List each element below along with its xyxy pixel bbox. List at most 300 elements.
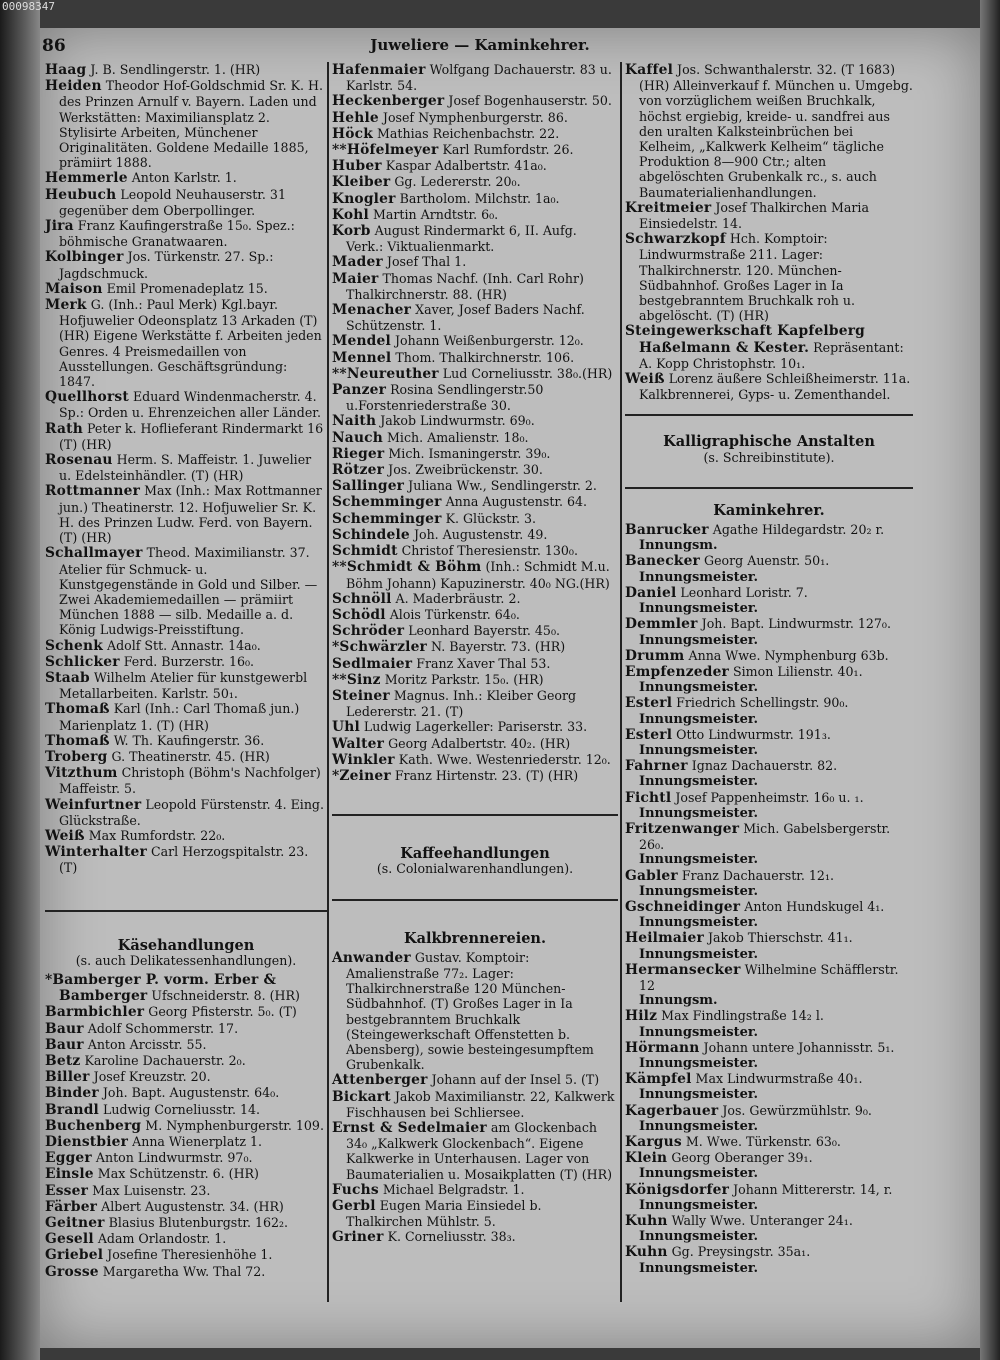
section-title-kalligraphie: Kalligraphische Anstalten [663, 433, 875, 451]
entry-details: Kaspar Adalbertstr. 41a₀. [385, 158, 547, 174]
entry-name: Schröder [332, 623, 405, 640]
entry-details: Jakob Lindwurmstr. 69₀. [380, 413, 535, 429]
entry-name: Staab [45, 669, 90, 686]
directory-entry [45, 828, 327, 844]
entry-details: Hch. Komptoir: Lindwurmstraße 211. Lager: Thalkirchnerstr. 120. München-Südbahnhof. Großes Lager in Ia bestgebranntem Bruchkalk roh u. abgelöscht. (T) (HR) [639, 231, 856, 324]
entry-details: Gg. Preysingstr. 35a₁. [671, 1244, 811, 1260]
innung-label: Innungsmeister. [639, 774, 759, 790]
directory-entry [332, 350, 618, 366]
directory-entry [332, 656, 618, 672]
entry-details: Christof Theresienstr. 130₀. [401, 543, 578, 559]
directory-entry [332, 382, 618, 413]
entry-name: Daniel [625, 584, 677, 601]
entry-name: Heubuch [45, 186, 117, 203]
entry-name: Winkler [332, 751, 395, 768]
book-binding [0, 0, 40, 1360]
directory-entry [625, 868, 913, 884]
entry-name: Gerbl [332, 1198, 376, 1214]
entry-details: Lorenz äußere Schleißheimerstr. 11a. Kalkbrennerei, Gyps- u. Zementhandel. [639, 371, 911, 403]
entry-details: M. Nymphenburgerstr. 109. [145, 1117, 324, 1133]
entry-name: Fahrner [625, 758, 688, 775]
entry-details: Leopold Neuhauserstr. 31 gegenüber dem Oberpollinger. [59, 186, 286, 218]
entry-details: Leonhard Loristr. 7. [680, 584, 808, 600]
entry-name: Binder [45, 1085, 99, 1102]
directory-entry [45, 1118, 327, 1134]
entry-name: *Bamberger P. vorm. Erber & Bamberger [45, 971, 277, 1005]
directory-entry [332, 1120, 618, 1182]
entry-name: Esser [45, 1182, 89, 1199]
entry-name: Gschneidinger [625, 898, 741, 915]
entry-name: Schnöll [332, 590, 392, 607]
entry-details: Jos. Gewürzmühlstr. 9₀. [722, 1102, 872, 1118]
directory-entry [332, 950, 618, 1073]
directory-entry [332, 1198, 618, 1229]
directory-entry [625, 1182, 913, 1198]
entry-name: Rieger [332, 445, 385, 462]
entry-details: Otto Lindwurmstr. 191₃. [676, 726, 831, 742]
directory-entry [45, 1021, 327, 1037]
entry-details: Theodor Hof-Goldschmid Sr. K. H. des Prinzen Arnulf v. Bayern. Laden und Werkstätten: Maximiliansplatz 2. Stylisirte Arbeiten, Münchener Originalitäten. Goldene Medaille 1885, prämiirt 1888. [59, 78, 324, 171]
directory-entry [625, 727, 913, 743]
innung-label: Innungsmeister. [639, 601, 759, 617]
section-divider [625, 414, 913, 416]
entry-details: Jakob Maximilianstr. 22, Kalkwerk Fischhausen bei Schliersee. [346, 1088, 615, 1120]
entry-name: Nauch [332, 429, 384, 446]
entry-name: Schlicker [45, 653, 120, 670]
entry-name: Griebel [45, 1247, 104, 1264]
entry-name: Demmler [625, 616, 698, 633]
entry-details: Adolf Schommerstr. 17. [87, 1020, 239, 1036]
entry-name: *Schwärzler [332, 639, 428, 656]
directory-entry [332, 366, 618, 382]
directory-entry [45, 1247, 327, 1263]
entry-name: Attenberger [332, 1072, 428, 1089]
entry-list-kaminkehrer [625, 522, 913, 1276]
directory-entry [332, 142, 618, 158]
entry-details: Jakob Thierschstr. 41₁. [707, 930, 853, 946]
entry-details: Anna Wienerplatz 1. [132, 1134, 263, 1149]
entry-name: Kargus [625, 1134, 682, 1150]
entry-name: Schenk [45, 637, 103, 654]
entry-details: Anton Arcisstr. 55. [87, 1036, 207, 1052]
innung-label: Innungsmeister. [639, 915, 759, 931]
directory-entry [45, 1166, 327, 1182]
innung-label: Innungsmeister. [639, 569, 759, 585]
entry-name: Gabler [625, 867, 678, 884]
entry-details: Joh. Bapt. Augustenstr. 64₀. [102, 1085, 280, 1101]
entry-name: Kleiber [332, 174, 391, 191]
entry-details: M. Wwe. Türkenstr. 63₀. [685, 1134, 841, 1149]
entry-name: Empfenzeder [625, 663, 730, 680]
entry-details: Max Luisenstr. 23. [92, 1182, 211, 1198]
column-1 [45, 62, 327, 1280]
directory-entry [45, 1069, 327, 1085]
entry-details: am Glockenbach 34₀ „Kalkwerk Glockenbach“. Eigene Kalkwerke in Unterhausen. Lager von Baumaterialien u. Mosaikplatten (T) (HR) [346, 1119, 613, 1182]
directory-entry [332, 126, 618, 142]
directory-entry [332, 446, 618, 462]
directory-entry [332, 62, 618, 93]
entry-details: Adam Orlandostr. 1. [97, 1231, 227, 1247]
entry-details: Eduard Windenmacherstr. 4. Sp.: Orden u. Ehrenzeichen aller Länder. [59, 389, 321, 421]
entry-name: Fuchs [332, 1181, 379, 1198]
entry-name: **Sinz [332, 671, 381, 688]
entry-list-kalkbrennereien [332, 950, 618, 1246]
innung-label: Innungsmeister. [639, 1166, 759, 1182]
entry-name: Steiner [332, 687, 390, 704]
entry-details: Rosina Sendlingerstr.50 u.Forstenriederstraße 30. [346, 382, 544, 414]
innung-label: Innungsmeister. [639, 742, 759, 758]
entry-name: Biller [45, 1069, 90, 1086]
entry-name: Schallmayer [45, 545, 143, 562]
innung-label: Innungsmeister. [639, 632, 759, 648]
directory-entry [332, 511, 618, 527]
section-title-kaminkehrer: Kaminkehrer. [713, 501, 825, 519]
directory-entry [332, 591, 618, 607]
entry-name: Troberg [45, 748, 108, 765]
directory-entry [625, 616, 913, 632]
entry-name: Heckenberger [332, 93, 445, 110]
directory-entry [625, 664, 913, 680]
directory-entry [332, 110, 618, 126]
entry-details: Joh. Augustenstr. 49. [413, 526, 548, 542]
directory-entry [625, 1071, 913, 1087]
entry-details: Karoline Dachauerstr. 2₀. [84, 1052, 246, 1068]
directory-entry [332, 623, 618, 639]
entry-name: Griner [332, 1229, 384, 1246]
entry-details: A. Maderbräustr. 2. [395, 590, 521, 606]
entry-details: Anton Karlstr. 1. [131, 170, 237, 186]
entry-name: Fritzenwanger [625, 820, 740, 837]
directory-entry [332, 223, 618, 254]
entry-details: Xaver, Josef Baders Nachf. Schützenstr. 1. [346, 302, 585, 334]
entry-name: Bickart [332, 1088, 391, 1105]
entry-name: Fichtl [625, 789, 672, 806]
directory-entry [332, 1089, 618, 1120]
entry-details: Moritz Parkstr. 15₀. (HR) [384, 671, 544, 687]
entry-details: K. Corneliusstr. 38₃. [387, 1229, 516, 1245]
scan-stamp: 00098347 [2, 0, 55, 13]
entry-details: Friedrich Schellingstr. 90₀. [676, 695, 849, 711]
entry-name: Klein [625, 1150, 668, 1167]
entry-details: Georg Pfisterstr. 5₀. (T) [148, 1004, 297, 1020]
directory-entry [625, 1103, 913, 1119]
entry-details: Emil Promenadeplatz 15. [106, 280, 268, 296]
directory-entry [45, 187, 327, 218]
entry-details: Margaretha Ww. Thal 72. [102, 1263, 266, 1279]
entry-details: Johann untere Johannisstr. 5₁. [703, 1039, 895, 1055]
entry-name: Schmidt [332, 543, 398, 560]
directory-entry [332, 719, 618, 735]
directory-entry [625, 930, 913, 946]
innung-label: Innungsmeister. [639, 852, 759, 868]
entry-name: **Neureuther [332, 365, 439, 382]
entry-name: **Höfelmeyer [332, 142, 439, 159]
entry-name: Maier [332, 270, 379, 287]
entry-details: Jos. Türkenstr. 27. Sp.: Jagdschmuck. [59, 249, 274, 281]
entry-name: Winterhalter [45, 844, 147, 861]
directory-entry [45, 389, 327, 420]
directory-entry [625, 899, 913, 915]
entry-name: Huber [332, 158, 382, 175]
entry-list-juweliere-cont [332, 62, 618, 784]
entry-details: Juliana Ww., Sendlingerstr. 2. [408, 478, 597, 494]
directory-entry [332, 639, 618, 655]
entry-details: Magnus. Inh.: Kleiber Georg Ledererstr. 21. (T) [346, 687, 577, 720]
page-header: Juweliere — Kaminkehrer. [370, 36, 590, 54]
entry-name: Walter [332, 735, 385, 752]
entry-details: Agathe Hildegardstr. 20₂ r. [712, 522, 885, 538]
directory-entry [625, 648, 913, 664]
entry-name: **Schmidt & Böhm [332, 559, 482, 576]
directory-entry [45, 733, 327, 749]
innung-label: Innungsm. [639, 993, 718, 1009]
entry-name: Färber [45, 1198, 98, 1215]
entry-details: Josefine Theresienhöhe 1. [107, 1247, 273, 1263]
entry-name: Ernst & Sedelmaier [332, 1119, 487, 1136]
directory-entry [625, 231, 913, 323]
innung-label: Innungsmeister. [639, 1024, 759, 1040]
directory-entry [332, 752, 618, 768]
entry-details: Michael Belgradstr. 1. [382, 1181, 525, 1197]
directory-entry [332, 736, 618, 752]
entry-details: Anton Hundskugel 4₁. [744, 898, 885, 914]
entry-name: Kolbinger [45, 249, 124, 266]
entry-details: Franz Xaver Thal 53. [416, 655, 551, 671]
entry-name: Hafenmaier [332, 62, 426, 78]
entry-name: Thomaß [45, 732, 110, 749]
entry-name: Haag [45, 62, 87, 78]
innung-label: Innungsm. [639, 538, 718, 554]
directory-entry [45, 670, 327, 701]
innung-label: Innungsmeister. [639, 883, 759, 899]
entry-name: Kämpfel [625, 1071, 692, 1088]
directory-entry [332, 93, 618, 109]
entry-name: Kagerbauer [625, 1102, 719, 1119]
entry-details: Karl Rumfordstr. 26. [442, 142, 574, 158]
directory-entry [332, 672, 618, 688]
entry-name: Grosse [45, 1263, 99, 1280]
entry-details: Leopold Fürstenstr. 4. Eing. Glückstraße. [59, 796, 325, 828]
entry-name: Buchenberg [45, 1117, 142, 1134]
directory-entry [45, 1199, 327, 1215]
entry-name: Geitner [45, 1215, 105, 1232]
directory-entry [332, 688, 618, 719]
entry-details: Ferd. Burzerstr. 16₀. [123, 653, 255, 669]
directory-entry [625, 1244, 913, 1260]
entry-name: Heilmaier [625, 930, 704, 947]
entry-name: Kreitmeier [625, 199, 712, 216]
entry-name: Weinfurtner [45, 796, 142, 813]
entry-details: Adolf Stt. Annastr. 14a₀. [106, 637, 261, 653]
directory-entry [45, 1264, 327, 1280]
entry-details: Ludwig Corneliusstr. 14. [103, 1101, 261, 1117]
directory-entry [45, 844, 327, 875]
directory-entry [332, 527, 618, 543]
entry-details: Josef Bogenhauserstr. 50. [448, 93, 612, 109]
entry-name: Heiden [45, 78, 102, 95]
directory-entry [45, 421, 327, 452]
directory-entry [332, 158, 618, 174]
directory-entry [45, 1215, 327, 1231]
entry-name: Dienstbier [45, 1134, 129, 1150]
entry-details: (Inh.: Schmidt M.u. Böhm Johann) Kapuzinerstr. 40₀ NG.(HR) [346, 559, 610, 591]
directory-entry [332, 478, 618, 494]
entry-name: Menacher [332, 302, 412, 319]
directory-entry [625, 323, 913, 371]
directory-entry [332, 462, 618, 478]
directory-entry [45, 62, 327, 78]
entry-name: Kohl [332, 206, 369, 223]
entry-name: Merk [45, 297, 87, 314]
directory-entry [332, 1072, 618, 1088]
entry-name: Höck [332, 125, 373, 142]
entry-name: Hemmerle [45, 170, 128, 187]
directory-entry [45, 1085, 327, 1101]
entry-name: Weiß [625, 371, 665, 388]
entry-details: Wolfgang Dachauerstr. 83 u. Karlstr. 54. [346, 62, 612, 94]
entry-name: Vitzthum [45, 765, 118, 782]
entry-name: Kaffel [625, 62, 674, 78]
entry-name: Königsdorfer [625, 1181, 730, 1198]
entry-details: Max Lindwurmstraße 40₁. [695, 1071, 863, 1087]
directory-entry [625, 1008, 913, 1024]
entry-name: Einsle [45, 1166, 94, 1183]
entry-details: K. Glückstr. 3. [445, 510, 537, 526]
entry-name: Mendel [332, 333, 391, 350]
directory-entry [45, 1150, 327, 1166]
entry-details: Max Rumfordstr. 22₀. [88, 827, 226, 843]
section-title-kalkbrennereien: Kalkbrennereien. [403, 929, 547, 947]
section-note-kalligraphie: (s. Schreibinstitute). [703, 449, 835, 465]
entry-name: Knogler [332, 190, 396, 207]
innung-label: Innungsmeister. [639, 680, 759, 696]
entry-name: Quellhorst [45, 389, 129, 406]
directory-entry [45, 1231, 327, 1247]
directory-entry [332, 430, 618, 446]
entry-details: Max (Inh.: Max Rottmanner jun.) Theatinerstr. 12. Hofjuwelier Sr. K. H. des Prinzen Ludw. Ferd. von Bayern. (T) (HR) [59, 483, 322, 546]
entry-details: Martin Arndtstr. 6₀. [372, 206, 499, 222]
innung-label: Innungsmeister. [639, 711, 759, 727]
entry-name: Steingewerkschaft Kapfelberg Haßelmann & Kester. [625, 323, 866, 356]
entry-details: Franz Kaufingerstraße 15₀. Spez.: böhmische Granatwaaren. [59, 218, 295, 250]
entry-name: Hermansecker [625, 961, 741, 978]
entry-details: Herm. S. Maffeistr. 1. Juwelier u. Edelsteinhändler. (T) (HR) [59, 452, 312, 484]
directory-entry [332, 768, 618, 784]
entry-details: Anna Wwe. Nymphenburg 63b. [688, 647, 889, 663]
directory-entry [45, 1183, 327, 1199]
entry-name: Banecker [625, 553, 701, 570]
directory-entry [45, 654, 327, 670]
directory-entry [625, 790, 913, 806]
entry-details: Johann Weißenburgerstr. 12₀. [394, 333, 584, 349]
entry-name: Baur [45, 1020, 84, 1037]
entry-details: Georg Adalbertstr. 40₂. (HR) [388, 735, 571, 751]
entry-details: Ignaz Dachauerstr. 82. [691, 758, 838, 774]
entry-details: Josef Nymphenburgerstr. 86. [382, 109, 568, 125]
entry-name: Sedlmaier [332, 655, 413, 672]
entry-name: Hehle [332, 109, 379, 126]
directory-entry [332, 207, 618, 223]
entry-details: Max Schützenstr. 6. (HR) [97, 1166, 259, 1182]
entry-name: Hilz [625, 1008, 658, 1025]
entry-details: Franz Dachauerstr. 12₁. [681, 867, 834, 883]
entry-details: Alois Türkenstr. 64₀. [389, 606, 520, 622]
entry-name: Thomaß [45, 701, 110, 718]
entry-details: Wilhelm Atelier für kunstgewerbl Metallarbeiten. Karlstr. 50₁. [59, 669, 308, 702]
directory-entry [45, 1102, 327, 1118]
entry-details: Max Findlingstraße 14₂ l. [661, 1008, 824, 1024]
directory-entry [332, 174, 618, 190]
entry-details: Thomas Nachf. (Inh. Carl Rohr) Thalkirchnerstr. 88. (HR) [346, 270, 584, 302]
entry-name: Kuhn [625, 1213, 668, 1230]
directory-entry [45, 765, 327, 796]
entry-name: Baur [45, 1036, 84, 1053]
directory-entry [625, 585, 913, 601]
entry-details: Josef Pappenheimstr. 16₀ u. ₁. [675, 789, 864, 805]
entry-name: Sallinger [332, 478, 405, 495]
section-note-kaese: (s. auch Delikatessenhandlungen). [75, 952, 297, 968]
entry-details: Anton Lindwurmstr. 97₀. [95, 1150, 253, 1166]
entry-details: Franz Hirtenstr. 23. (T) (HR) [394, 767, 579, 783]
innung-label: Innungsmeister. [639, 805, 759, 821]
entry-list-kalk-cont [625, 62, 913, 402]
entry-details: Josef Thalkirchen Maria Einsiedelstr. 14. [639, 199, 869, 232]
directory-entry [625, 821, 913, 852]
directory-entry [45, 1037, 327, 1053]
entry-name: Naith [332, 413, 377, 430]
section-note-kaffee: (s. Colonialwarenhandlungen). [376, 861, 574, 877]
section-divider [625, 487, 913, 489]
directory-entry [332, 494, 618, 510]
entry-name: Schindele [332, 526, 410, 543]
directory-entry [45, 1053, 327, 1069]
entry-details: Lud Corneliusstr. 38₀.(HR) [442, 365, 613, 381]
directory-entry [45, 249, 327, 280]
section-divider [45, 910, 327, 912]
directory-entry [332, 607, 618, 623]
entry-details: Johann auf der Insel 5. (T) [431, 1072, 600, 1088]
entry-name: Egger [45, 1150, 92, 1167]
entry-details: Jos. Schwanthalerstr. 32. (T 1683) (HR) Alleinverkauf f. München u. Umgebg. von vorzüglichem weißen Bruchkalk, höchst ergiebig, kreide- u. sandfrei aus den uralten Kalksteinbrüchen bei Kelheim, „Kalkwerk Kelheim“ tägliche Produktion 8—900 Ctr.; alten abgelöschten Grubenkalk rc., s. auch Baumaterialienhandlungen. [639, 62, 913, 200]
entry-details: Theod. Maximilianstr. 37. Atelier für Schmuck- u. Kunstgegenstände in Gold und Silber. — Zwei Akademiemedaillen — prämiirt München 1888 — silb. Medaille a. d. König Ludwigs-Preisstiftung. [59, 545, 318, 638]
directory-entry [625, 1213, 913, 1229]
entry-details: Christoph (Böhm's Nachfolger) Maffeistr. 5. [59, 765, 321, 797]
entry-name: Mennel [332, 349, 392, 366]
entry-name: Esterl [625, 726, 673, 743]
entry-name: Hörmann [625, 1039, 700, 1056]
innung-label: Innungsmeister. [639, 1197, 759, 1213]
directory-entry [625, 1040, 913, 1056]
entry-details: Leonhard Bayerstr. 45₀. [408, 623, 560, 639]
entry-details: Josef Thal 1. [386, 254, 467, 270]
innung-label: Innungsmeister. [639, 1118, 759, 1134]
directory-entry [45, 638, 327, 654]
entry-name: Rottmanner [45, 483, 141, 500]
entry-list-kaese [45, 972, 327, 1280]
column-rule [327, 62, 329, 1302]
entry-name: Maison [45, 280, 103, 297]
entry-details: Gg. Ledererstr. 20₀. [394, 174, 521, 190]
entry-name: Rath [45, 420, 83, 437]
entry-details: Karl (Inh.: Carl Thomaß jun.) Marienplatz 1. (T) (HR) [59, 701, 300, 733]
entry-details: W. Th. Kaufingerstr. 36. [113, 732, 265, 748]
directory-entry [625, 962, 913, 993]
entry-details: Thom. Thalkirchnerstr. 106. [395, 349, 575, 365]
entry-details: Repräsentant: A. Kopp Christophstr. 10₁. [639, 339, 904, 371]
entry-name: Schwarzkopf [625, 231, 726, 248]
directory-entry [625, 1134, 913, 1150]
entry-name: Anwander [332, 949, 411, 966]
